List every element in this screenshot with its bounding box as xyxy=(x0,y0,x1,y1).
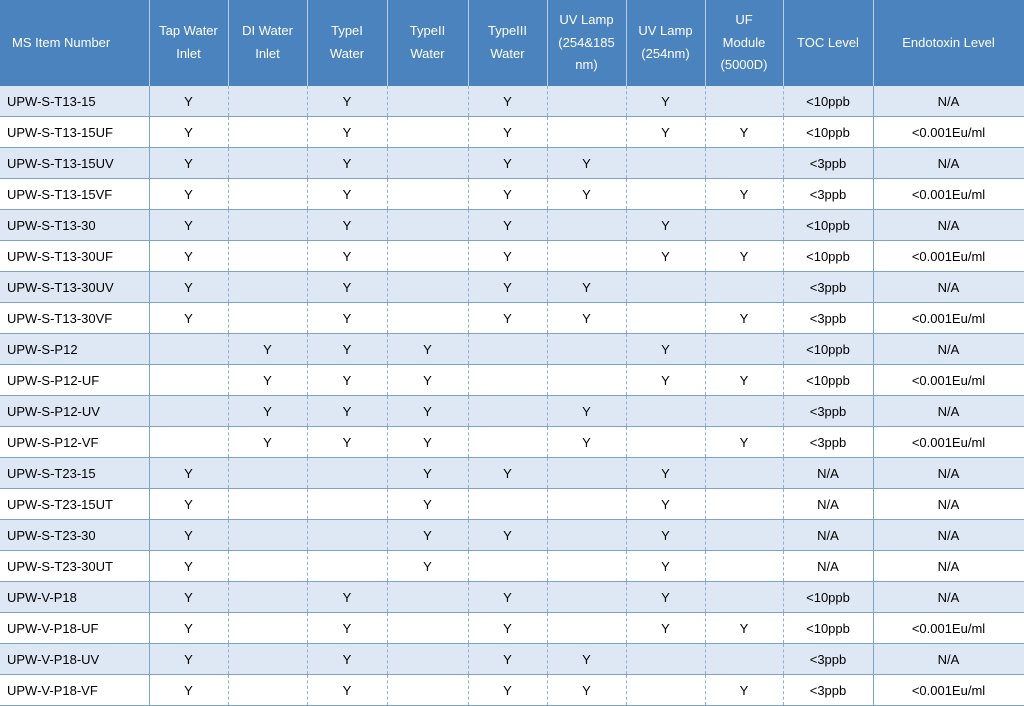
column-header-line: UF xyxy=(735,11,753,27)
column-header-line: UV Lamp xyxy=(559,11,614,27)
cell-item-number: UPW-S-T13-30VF xyxy=(0,303,149,334)
column-header-t1 xyxy=(307,0,387,86)
cell-di xyxy=(228,551,307,582)
table-row xyxy=(0,644,1024,675)
cell-toc: <3ppb xyxy=(783,303,873,334)
cell-uv254 xyxy=(626,272,705,303)
cell-toc: <10ppb xyxy=(783,210,873,241)
cell-t3: Y xyxy=(468,303,547,334)
cell-uv254 xyxy=(626,427,705,458)
cell-t1: Y xyxy=(307,675,387,706)
column-header-line: Water xyxy=(329,46,365,61)
cell-uv254185 xyxy=(547,241,626,272)
cell-tap: Y xyxy=(149,179,228,210)
cell-uv254: Y xyxy=(626,210,705,241)
column-header-endo xyxy=(873,0,1024,86)
column-header-line: TOC Level xyxy=(797,34,859,50)
column-header-t3 xyxy=(468,0,547,86)
cell-tap: Y xyxy=(149,582,228,613)
cell-endo: N/A xyxy=(873,334,1024,365)
cell-uv254: Y xyxy=(626,582,705,613)
cell-uv254: Y xyxy=(626,117,705,148)
table-row xyxy=(0,210,1024,241)
cell-di xyxy=(228,179,307,210)
cell-t3: Y xyxy=(468,458,547,489)
cell-uv254: Y xyxy=(626,551,705,582)
cell-di: Y xyxy=(228,334,307,365)
cell-item-number: UPW-S-T13-30 xyxy=(0,210,149,241)
cell-di xyxy=(228,86,307,117)
cell-t1 xyxy=(307,489,387,520)
cell-toc: <10ppb xyxy=(783,582,873,613)
cell-t3 xyxy=(468,489,547,520)
cell-di xyxy=(228,148,307,179)
cell-endo: <0.001Eu/ml xyxy=(873,427,1024,458)
cell-uv254185 xyxy=(547,582,626,613)
cell-t2 xyxy=(387,675,468,706)
cell-di xyxy=(228,458,307,489)
cell-uf xyxy=(705,396,783,427)
table-row xyxy=(0,86,1024,117)
cell-toc: <3ppb xyxy=(783,179,873,210)
cell-t2 xyxy=(387,210,468,241)
cell-uf: Y xyxy=(705,613,783,644)
cell-t3: Y xyxy=(468,582,547,613)
column-header-line: (254nm) xyxy=(641,46,690,61)
cell-uv254 xyxy=(626,303,705,334)
cell-item-number: UPW-S-P12-UV xyxy=(0,396,149,427)
cell-uv254 xyxy=(626,675,705,706)
cell-t3 xyxy=(468,427,547,458)
column-header-uv254185 xyxy=(547,0,626,86)
cell-t1: Y xyxy=(307,117,387,148)
cell-uf xyxy=(705,86,783,117)
cell-t3: Y xyxy=(468,148,547,179)
table-row xyxy=(0,427,1024,458)
cell-t1 xyxy=(307,551,387,582)
cell-tap: Y xyxy=(149,458,228,489)
cell-tap: Y xyxy=(149,520,228,551)
table-row xyxy=(0,179,1024,210)
cell-uv254: Y xyxy=(626,489,705,520)
cell-endo: <0.001Eu/ml xyxy=(873,303,1024,334)
cell-toc: <3ppb xyxy=(783,427,873,458)
cell-uf: Y xyxy=(705,117,783,148)
column-header-line: Inlet xyxy=(255,46,280,61)
cell-uv254185 xyxy=(547,334,626,365)
column-header-line: Endotoxin Level xyxy=(902,34,995,50)
cell-endo: N/A xyxy=(873,86,1024,117)
cell-endo: N/A xyxy=(873,396,1024,427)
cell-uf xyxy=(705,272,783,303)
cell-uv254185 xyxy=(547,210,626,241)
cell-t3 xyxy=(468,396,547,427)
cell-t1: Y xyxy=(307,148,387,179)
cell-toc: <3ppb xyxy=(783,148,873,179)
cell-item-number: UPW-S-T13-15 xyxy=(0,86,149,117)
cell-tap: Y xyxy=(149,210,228,241)
cell-t2 xyxy=(387,179,468,210)
cell-t1: Y xyxy=(307,613,387,644)
column-header-uf xyxy=(705,0,783,86)
cell-uf xyxy=(705,644,783,675)
cell-endo: N/A xyxy=(873,520,1024,551)
cell-t2: Y xyxy=(387,489,468,520)
cell-toc: <10ppb xyxy=(783,334,873,365)
cell-uv254185: Y xyxy=(547,675,626,706)
cell-t3: Y xyxy=(468,179,547,210)
cell-t2 xyxy=(387,272,468,303)
cell-t2: Y xyxy=(387,396,468,427)
cell-item-number: UPW-V-P18-UV xyxy=(0,644,149,675)
column-header-di xyxy=(228,0,307,86)
table-row xyxy=(0,520,1024,551)
table-body xyxy=(0,86,1024,706)
cell-uf xyxy=(705,334,783,365)
cell-di xyxy=(228,117,307,148)
cell-t2: Y xyxy=(387,520,468,551)
cell-endo: <0.001Eu/ml xyxy=(873,613,1024,644)
cell-t1: Y xyxy=(307,241,387,272)
cell-t2: Y xyxy=(387,427,468,458)
cell-di xyxy=(228,272,307,303)
table-row xyxy=(0,551,1024,582)
cell-uv254185 xyxy=(547,117,626,148)
table-row xyxy=(0,396,1024,427)
table-header-row xyxy=(0,0,1024,86)
column-header-line: UV Lamp xyxy=(638,23,693,39)
cell-di xyxy=(228,489,307,520)
cell-tap: Y xyxy=(149,272,228,303)
cell-endo: N/A xyxy=(873,551,1024,582)
cell-endo: N/A xyxy=(873,458,1024,489)
column-header-line: TypeII xyxy=(409,23,446,39)
cell-uv254185: Y xyxy=(547,179,626,210)
cell-item-number: UPW-S-T23-15 xyxy=(0,458,149,489)
cell-endo: N/A xyxy=(873,644,1024,675)
cell-toc: <10ppb xyxy=(783,86,873,117)
cell-t1: Y xyxy=(307,303,387,334)
cell-t1 xyxy=(307,458,387,489)
cell-item-number: UPW-V-P18-UF xyxy=(0,613,149,644)
cell-tap: Y xyxy=(149,117,228,148)
cell-t1 xyxy=(307,520,387,551)
column-header-item xyxy=(0,0,149,86)
cell-t1: Y xyxy=(307,396,387,427)
table-row xyxy=(0,272,1024,303)
cell-uv254185: Y xyxy=(547,396,626,427)
table-row xyxy=(0,489,1024,520)
cell-item-number: UPW-S-T13-30UF xyxy=(0,241,149,272)
cell-tap: Y xyxy=(149,613,228,644)
column-header-line: DI Water xyxy=(242,23,293,39)
cell-t1: Y xyxy=(307,582,387,613)
cell-uf: Y xyxy=(705,365,783,396)
cell-uf xyxy=(705,489,783,520)
cell-di: Y xyxy=(228,427,307,458)
cell-tap xyxy=(149,396,228,427)
cell-uf xyxy=(705,551,783,582)
cell-endo: <0.001Eu/ml xyxy=(873,117,1024,148)
cell-tap: Y xyxy=(149,675,228,706)
cell-t1: Y xyxy=(307,334,387,365)
cell-tap: Y xyxy=(149,551,228,582)
cell-t3: Y xyxy=(468,520,547,551)
cell-t3: Y xyxy=(468,644,547,675)
column-header-line: TypeIII xyxy=(487,23,528,39)
cell-t2 xyxy=(387,241,468,272)
cell-uv254185 xyxy=(547,458,626,489)
cell-toc: N/A xyxy=(783,520,873,551)
column-header-tap xyxy=(149,0,228,86)
cell-uv254185 xyxy=(547,520,626,551)
cell-toc: <3ppb xyxy=(783,396,873,427)
cell-di xyxy=(228,675,307,706)
cell-toc: <10ppb xyxy=(783,241,873,272)
cell-uf: Y xyxy=(705,241,783,272)
cell-toc: N/A xyxy=(783,551,873,582)
cell-uv254: Y xyxy=(626,520,705,551)
table-row xyxy=(0,613,1024,644)
table-header xyxy=(0,0,1024,86)
cell-toc: <10ppb xyxy=(783,117,873,148)
cell-t2 xyxy=(387,644,468,675)
cell-t1: Y xyxy=(307,427,387,458)
cell-t2: Y xyxy=(387,365,468,396)
table-row xyxy=(0,675,1024,706)
column-header-uv254 xyxy=(626,0,705,86)
column-header-line: (254&185 xyxy=(558,34,615,50)
cell-uv254 xyxy=(626,644,705,675)
cell-uv254 xyxy=(626,179,705,210)
column-header-line: Water xyxy=(410,46,445,61)
table-row xyxy=(0,303,1024,334)
cell-uf: Y xyxy=(705,675,783,706)
cell-toc: N/A xyxy=(783,489,873,520)
cell-t2 xyxy=(387,148,468,179)
cell-t1: Y xyxy=(307,644,387,675)
cell-t1: Y xyxy=(307,272,387,303)
cell-t1: Y xyxy=(307,210,387,241)
column-header-t2 xyxy=(387,0,468,86)
cell-endo: N/A xyxy=(873,489,1024,520)
cell-item-number: UPW-S-P12-VF xyxy=(0,427,149,458)
cell-uf: Y xyxy=(705,303,783,334)
cell-di xyxy=(228,303,307,334)
cell-tap: Y xyxy=(149,489,228,520)
cell-t3: Y xyxy=(468,210,547,241)
cell-uf xyxy=(705,210,783,241)
cell-toc: <10ppb xyxy=(783,613,873,644)
column-header-toc xyxy=(783,0,873,86)
table-row xyxy=(0,241,1024,272)
cell-di: Y xyxy=(228,365,307,396)
cell-uv254: Y xyxy=(626,334,705,365)
cell-t2 xyxy=(387,613,468,644)
cell-di xyxy=(228,241,307,272)
cell-uv254: Y xyxy=(626,241,705,272)
cell-tap xyxy=(149,334,228,365)
cell-uf: Y xyxy=(705,179,783,210)
cell-uf: Y xyxy=(705,427,783,458)
cell-uv254 xyxy=(626,396,705,427)
cell-t2: Y xyxy=(387,551,468,582)
cell-t3: Y xyxy=(468,241,547,272)
cell-uv254: Y xyxy=(626,365,705,396)
cell-tap: Y xyxy=(149,148,228,179)
column-header-line: Water xyxy=(490,46,525,61)
table-row xyxy=(0,334,1024,365)
cell-item-number: UPW-S-T13-15UV xyxy=(0,148,149,179)
cell-t1: Y xyxy=(307,179,387,210)
cell-item-number: UPW-S-T13-30UV xyxy=(0,272,149,303)
table-row xyxy=(0,458,1024,489)
table-row xyxy=(0,365,1024,396)
cell-t2: Y xyxy=(387,334,468,365)
cell-t3: Y xyxy=(468,613,547,644)
cell-toc: <3ppb xyxy=(783,675,873,706)
cell-uv254185: Y xyxy=(547,303,626,334)
cell-item-number: UPW-S-T23-30 xyxy=(0,520,149,551)
column-header-line: nm) xyxy=(575,57,598,73)
cell-tap xyxy=(149,427,228,458)
cell-toc: N/A xyxy=(783,458,873,489)
table-row xyxy=(0,117,1024,148)
table-row xyxy=(0,148,1024,179)
cell-t1: Y xyxy=(307,86,387,117)
cell-t3: Y xyxy=(468,675,547,706)
cell-endo: N/A xyxy=(873,148,1024,179)
cell-tap: Y xyxy=(149,241,228,272)
cell-t2: Y xyxy=(387,458,468,489)
cell-di xyxy=(228,582,307,613)
cell-uv254185 xyxy=(547,551,626,582)
table-row xyxy=(0,582,1024,613)
cell-di: Y xyxy=(228,396,307,427)
cell-t3 xyxy=(468,365,547,396)
cell-tap xyxy=(149,365,228,396)
cell-item-number: UPW-S-P12-UF xyxy=(0,365,149,396)
cell-di xyxy=(228,210,307,241)
cell-tap: Y xyxy=(149,86,228,117)
cell-t2 xyxy=(387,582,468,613)
cell-t3 xyxy=(468,334,547,365)
column-header-line: Inlet xyxy=(176,46,201,61)
column-header-line: Module xyxy=(722,34,766,50)
cell-uf xyxy=(705,458,783,489)
cell-uv254185 xyxy=(547,365,626,396)
cell-toc: <10ppb xyxy=(783,365,873,396)
cell-uv254 xyxy=(626,148,705,179)
cell-uv254185: Y xyxy=(547,272,626,303)
cell-uv254185: Y xyxy=(547,148,626,179)
column-header-line: (5000D) xyxy=(720,57,768,73)
cell-di xyxy=(228,644,307,675)
cell-toc: <3ppb xyxy=(783,644,873,675)
cell-t3: Y xyxy=(468,272,547,303)
cell-uv254185 xyxy=(547,489,626,520)
cell-di xyxy=(228,613,307,644)
cell-endo: N/A xyxy=(873,272,1024,303)
cell-tap: Y xyxy=(149,644,228,675)
column-header-line: TypeI xyxy=(331,23,363,39)
cell-uf xyxy=(705,582,783,613)
cell-item-number: UPW-V-P18-VF xyxy=(0,675,149,706)
cell-uv254185: Y xyxy=(547,427,626,458)
cell-item-number: UPW-S-T13-15VF xyxy=(0,179,149,210)
cell-endo: <0.001Eu/ml xyxy=(873,179,1024,210)
cell-uv254: Y xyxy=(626,86,705,117)
cell-item-number: UPW-S-T13-15UF xyxy=(0,117,149,148)
cell-endo: N/A xyxy=(873,210,1024,241)
cell-uv254185: Y xyxy=(547,644,626,675)
cell-t2 xyxy=(387,86,468,117)
cell-toc: <3ppb xyxy=(783,272,873,303)
cell-t3: Y xyxy=(468,86,547,117)
cell-uv254185 xyxy=(547,86,626,117)
cell-endo: <0.001Eu/ml xyxy=(873,675,1024,706)
cell-t3 xyxy=(468,551,547,582)
cell-item-number: UPW-S-P12 xyxy=(0,334,149,365)
cell-uf xyxy=(705,148,783,179)
column-header-line: MS Item Number xyxy=(12,34,111,50)
cell-t2 xyxy=(387,303,468,334)
cell-item-number: UPW-S-T23-30UT xyxy=(0,551,149,582)
cell-uv254: Y xyxy=(626,613,705,644)
cell-endo: <0.001Eu/ml xyxy=(873,241,1024,272)
cell-uv254: Y xyxy=(626,458,705,489)
cell-uv254185 xyxy=(547,613,626,644)
cell-endo: N/A xyxy=(873,582,1024,613)
cell-t3: Y xyxy=(468,117,547,148)
cell-di xyxy=(228,520,307,551)
cell-item-number: UPW-V-P18 xyxy=(0,582,149,613)
cell-tap: Y xyxy=(149,303,228,334)
column-header-line: Tap Water xyxy=(159,23,218,39)
cell-uf xyxy=(705,520,783,551)
cell-endo: <0.001Eu/ml xyxy=(873,365,1024,396)
cell-item-number: UPW-S-T23-15UT xyxy=(0,489,149,520)
cell-t1: Y xyxy=(307,365,387,396)
cell-t2 xyxy=(387,117,468,148)
